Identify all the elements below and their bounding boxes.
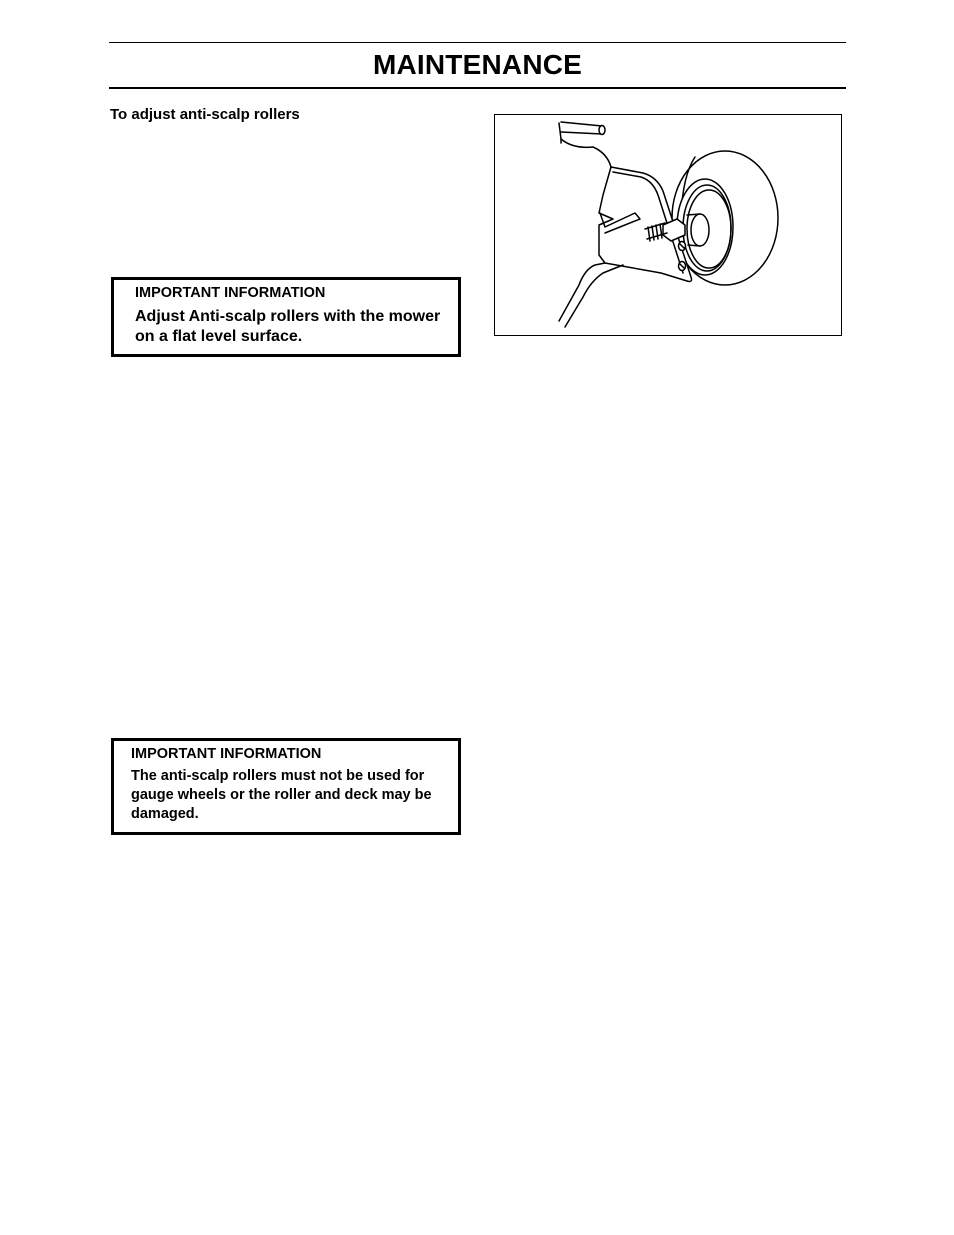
important-info-text: The anti-scalp rollers must not be used for gauge wheels or the roller and deck may be damaged. [131, 768, 432, 822]
section-heading: To adjust anti-scalp rollers [110, 106, 300, 123]
important-info-heading: IMPORTANT INFORMATION [131, 746, 322, 762]
header-rule-bottom [109, 87, 846, 89]
page-title: MAINTENANCE [372, 49, 583, 80]
important-info-heading: IMPORTANT INFORMATION [135, 285, 326, 301]
header-rule-top [109, 42, 846, 43]
important-info-text: Adjust Anti-scalp rollers with the mower on a flat level surface. [135, 308, 441, 345]
important-info-box-level-surface [111, 277, 461, 357]
anti-scalp-roller-illustration-icon [495, 115, 841, 335]
important-info-box-gauge-wheels [111, 738, 461, 835]
anti-scalp-roller-figure [494, 114, 842, 336]
